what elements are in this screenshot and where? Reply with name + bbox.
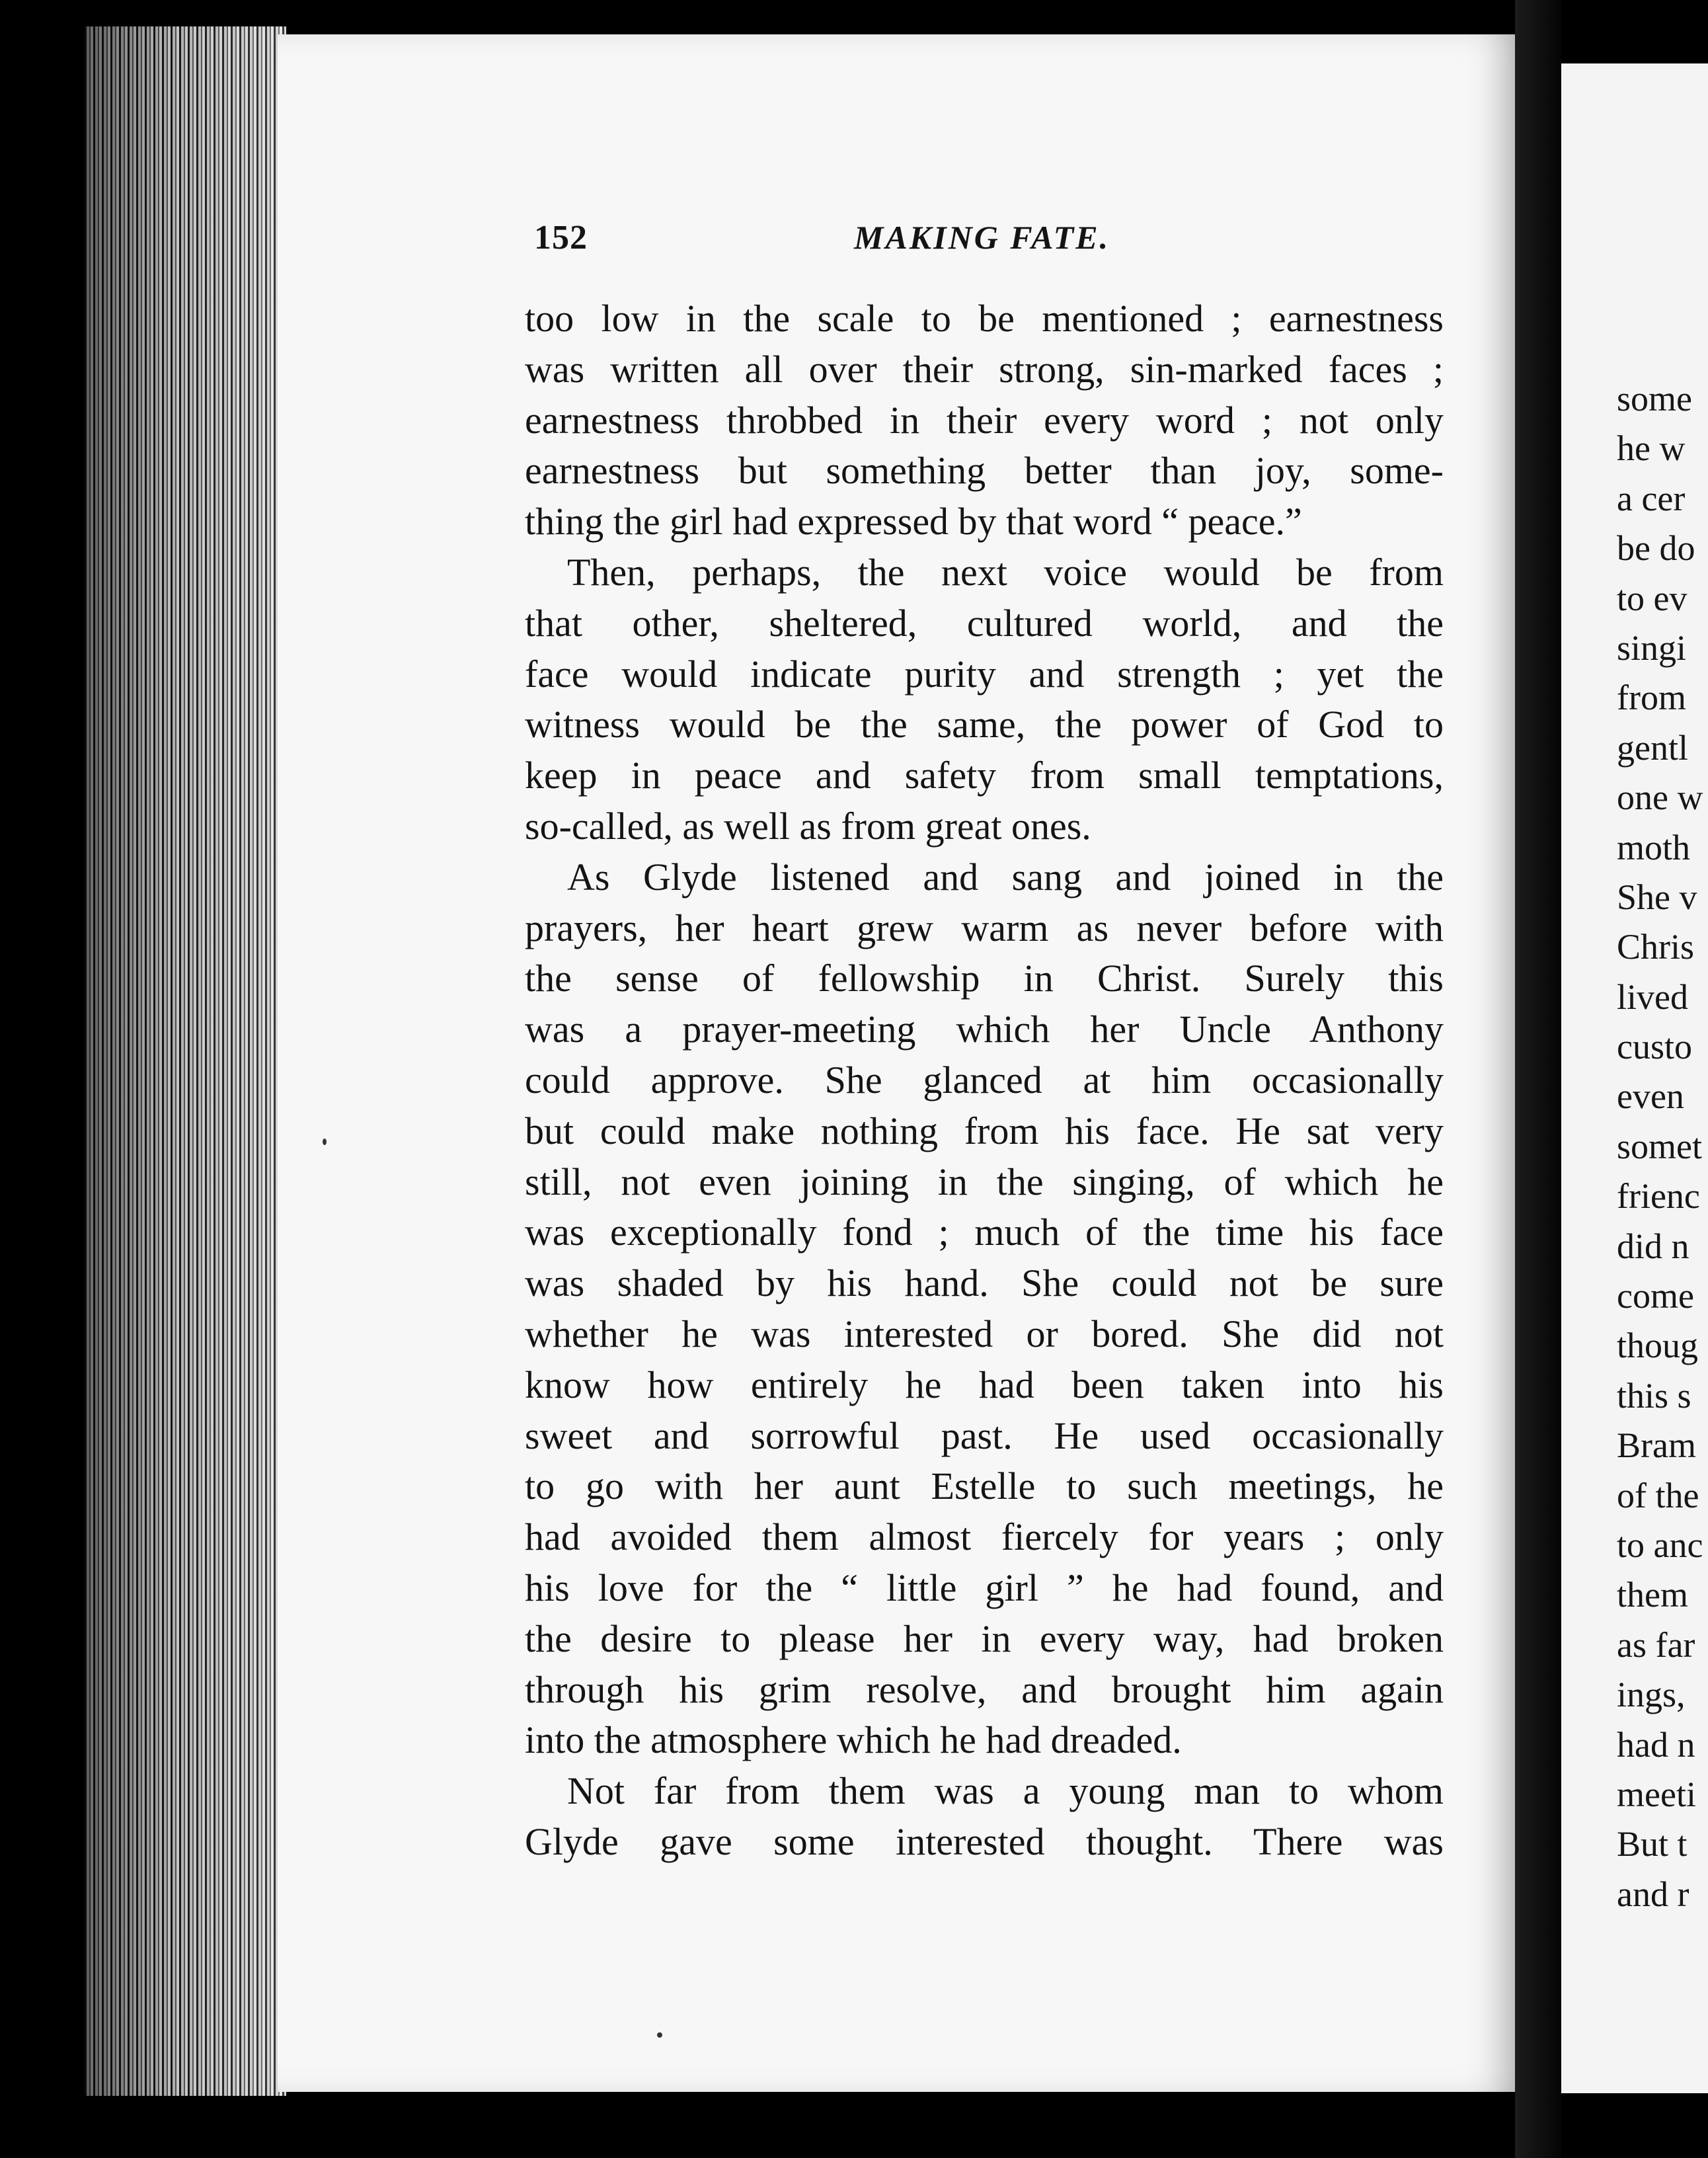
facing-text-line: did n — [1617, 1226, 1689, 1266]
facing-text-line: this s — [1617, 1375, 1691, 1416]
facing-text-line: had n — [1617, 1724, 1695, 1765]
text-line: his love for the “ little girl ” he had found, and — [525, 1566, 1444, 1609]
text-line: keep in peace and safety from small temptations, — [525, 754, 1444, 797]
facing-text-line: custo — [1617, 1027, 1692, 1067]
running-title: MAKING FATE. — [854, 219, 1110, 256]
text-line: was a prayer-meeting which her Uncle Anthony — [525, 1008, 1444, 1051]
facing-text-line: frienc — [1617, 1176, 1700, 1217]
text-line: earnestness but something better than joy, some- — [525, 449, 1444, 493]
text-line: face would indicate purity and strength ; yet the — [525, 652, 1444, 696]
text-line: witness would be the same, the power of God to — [525, 703, 1444, 746]
facing-text-line: Chris — [1617, 927, 1695, 967]
facing-text-line: of the — [1617, 1475, 1699, 1515]
facing-text-line: But t — [1617, 1824, 1688, 1864]
facing-text-line: as far — [1617, 1624, 1695, 1665]
body-text — [525, 294, 1444, 1868]
page-number: 152 — [534, 219, 588, 257]
text-line: to go with her aunt Estelle to such meetings, he — [525, 1464, 1444, 1508]
facing-text-line: be do — [1617, 528, 1695, 569]
text-line: through his grim resolve, and brought him again — [525, 1667, 1444, 1711]
facing-page-text — [1617, 374, 1703, 1919]
facing-text-line: even — [1617, 1076, 1684, 1117]
text-line: that other, sheltered, cultured world, and the — [525, 601, 1444, 645]
facing-text-line: gentl — [1617, 727, 1688, 768]
text-line: know how entirely he had been taken into his — [525, 1363, 1444, 1406]
facing-text-line: come — [1617, 1276, 1694, 1316]
facing-text-line: from — [1617, 678, 1686, 718]
facing-text-line: one w — [1617, 778, 1703, 818]
text-line: into the atmosphere which he had dreaded. — [525, 1718, 1182, 1762]
text-line: was shaded by his hand. She could not be sure — [525, 1261, 1444, 1305]
facing-text-line: he w — [1617, 428, 1686, 469]
facing-text-line: thoug — [1617, 1326, 1699, 1366]
facing-text-line: some — [1617, 379, 1692, 419]
text-line: so-called, as well as from great ones. — [525, 804, 1091, 848]
facing-text-line: to anc — [1617, 1525, 1703, 1565]
text-line: sweet and sorrowful past. He used occasionally — [525, 1414, 1444, 1457]
text-line: whether he was interested or bored. She did not — [525, 1312, 1444, 1355]
text-line: was written all over their strong, sin-marked faces ; — [525, 347, 1444, 391]
text-line: but could make nothing from his face. He sat very — [525, 1109, 1444, 1152]
facing-text-line: to ev — [1617, 578, 1688, 618]
text-line: the desire to please her in every way, had broken — [525, 1617, 1444, 1660]
text-line: too low in the scale to be mentioned ; earnestness — [525, 297, 1444, 340]
page-edges — [85, 26, 286, 2096]
text-line: Glyde gave some interested thought. There was — [525, 1819, 1444, 1863]
facing-text-line: ings, — [1617, 1675, 1686, 1715]
facing-text-line: somet — [1617, 1126, 1702, 1166]
facing-text-line: and r — [1617, 1874, 1689, 1914]
text-line: As Glyde listened and sang and joined in the — [567, 855, 1444, 899]
facing-text-line: She v — [1617, 877, 1697, 917]
facing-text-line: meeti — [1617, 1774, 1696, 1814]
text-line: prayers, her heart grew warm as never before with — [525, 906, 1444, 949]
print-speck — [323, 1139, 327, 1145]
facing-text-line: moth — [1617, 827, 1691, 867]
facing-text-line: singi — [1617, 627, 1687, 668]
facing-text-line: them — [1617, 1575, 1688, 1615]
text-line: earnestness throbbed in their every word ; not only — [525, 398, 1444, 442]
facing-text-line: a cer — [1617, 478, 1686, 518]
text-line: still, not even joining in the singing, of which he — [525, 1160, 1444, 1203]
text-line: could approve. She glanced at him occasionally — [525, 1058, 1444, 1101]
text-line: Then, perhaps, the next voice would be from — [567, 550, 1444, 594]
text-line: had avoided them almost fiercely for years ; only — [525, 1515, 1444, 1559]
text-line: was exceptionally fond ; much of the time his face — [525, 1211, 1444, 1254]
facing-text-line: lived — [1617, 977, 1688, 1017]
page-header — [534, 218, 1149, 271]
text-line: thing the girl had expressed by that word “ peace.” — [525, 500, 1302, 543]
print-speck — [657, 2032, 662, 2038]
facing-page — [1561, 63, 1708, 2093]
text-line: Not far from them was a young man to whom — [567, 1769, 1444, 1813]
book-gutter — [1515, 0, 1561, 2158]
text-line: the sense of fellowship in Christ. Surely this — [525, 957, 1444, 1000]
facing-text-line: Bram — [1617, 1425, 1696, 1466]
